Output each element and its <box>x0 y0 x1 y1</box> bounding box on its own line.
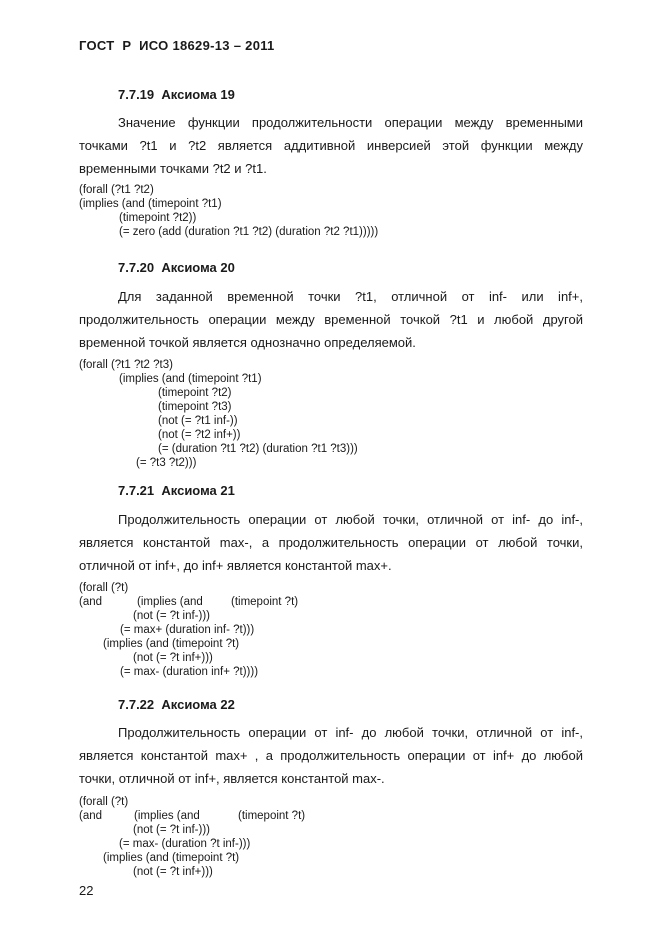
code-token: (timepoint ?t) <box>238 810 306 822</box>
code-line <box>79 595 299 609</box>
code-line: (= (duration ?t1 ?t2) (duration ?t1 ?t3))) <box>158 443 358 455</box>
code-line: (implies (and (timepoint ?t1) <box>119 373 262 385</box>
paragraph-line: точками ?t1 и ?t2 является аддитивной инверсией этой функции между <box>79 138 583 153</box>
code-token: (implies (and <box>134 810 200 822</box>
code-line: (not (= ?t1 inf-)) <box>158 415 238 427</box>
code-line: (forall (?t) <box>79 582 129 594</box>
code-line: (not (= ?t inf+))) <box>133 866 213 878</box>
paragraph-line: временной точкой является однозначно определяемой. <box>79 335 416 350</box>
section-paragraph-19 <box>79 111 583 180</box>
code-line: (= ?t3 ?t2))) <box>136 457 197 469</box>
code-line: (= max+ (duration inf- ?t))) <box>120 624 255 636</box>
code-token: (and <box>79 810 103 822</box>
paragraph-line: является константой max-, а продолжительность операции от любой точки, <box>79 535 583 550</box>
paragraph-line: Продолжительность операции от любой точки, отличной от inf- до inf-, <box>118 512 583 527</box>
code-line: (not (= ?t inf-))) <box>133 610 211 622</box>
code-line: (forall (?t1 ?t2) <box>79 184 154 196</box>
paragraph-line: Продолжительность операции от inf- до любой точки, отличной от inf-, <box>118 725 583 740</box>
code-line <box>79 809 306 823</box>
code-line: (= zero (add (duration ?t1 ?t2) (duration ?t2 ?t1))))) <box>119 226 379 238</box>
section-heading-21: 7.7.21 Аксиома 21 <box>118 483 235 498</box>
code-line: (timepoint ?t2)) <box>119 212 197 224</box>
section-heading-20: 7.7.20 Аксиома 20 <box>118 260 235 275</box>
paragraph-line: является константой max+ , а продолжительность операции от inf+ до любой <box>79 748 583 763</box>
paragraph-line: Значение функции продолжительности операции между временными <box>118 115 583 130</box>
code-line: (= max- (duration ?t inf-))) <box>119 838 251 850</box>
standard-header: ГОСТ Р ИСО 18629-13 – 2011 <box>79 38 275 53</box>
code-token: (implies (and <box>137 596 203 608</box>
code-token: (and <box>79 596 103 608</box>
code-line: (not (= ?t inf-))) <box>133 824 211 836</box>
code-line: (not (= ?t2 inf+)) <box>158 429 241 441</box>
code-line: (forall (?t1 ?t2 ?t3) <box>79 359 173 371</box>
code-line: (= max- (duration inf+ ?t)))) <box>120 666 259 678</box>
section-paragraph-21 <box>79 508 583 577</box>
paragraph-line: временными точками ?t2 и ?t1. <box>79 161 267 176</box>
axiom-code-22 <box>79 795 306 879</box>
code-line: (implies (and (timepoint ?t) <box>103 852 240 864</box>
code-line: (timepoint ?t2) <box>158 387 232 399</box>
section-heading-19: 7.7.19 Аксиома 19 <box>118 87 235 102</box>
code-line: (not (= ?t inf+))) <box>133 652 213 664</box>
axiom-code-20 <box>79 358 358 470</box>
paragraph-line: продолжительность операции между временной точкой ?t1 и любой другой <box>79 312 583 327</box>
section-paragraph-22 <box>79 721 583 790</box>
page-number: 22 <box>79 883 94 898</box>
code-line: (timepoint ?t3) <box>158 401 232 413</box>
section-heading-22: 7.7.22 Аксиома 22 <box>118 697 235 712</box>
axiom-code-19 <box>79 183 378 239</box>
paragraph-line: отличной от inf+, до inf+ является константой max+. <box>79 558 392 573</box>
paragraph-line: Для заданной временной точки ?t1, отличной от inf- или inf+, <box>118 289 583 304</box>
axiom-code-21 <box>79 581 299 679</box>
section-paragraph-20 <box>79 285 583 354</box>
code-token: (timepoint ?t) <box>231 596 299 608</box>
code-line: (forall (?t) <box>79 796 129 808</box>
code-line: (implies (and (timepoint ?t) <box>103 638 240 650</box>
paragraph-line: точки, отличной от inf+, является константой max-. <box>79 771 385 786</box>
code-line: (implies (and (timepoint ?t1) <box>79 198 222 210</box>
